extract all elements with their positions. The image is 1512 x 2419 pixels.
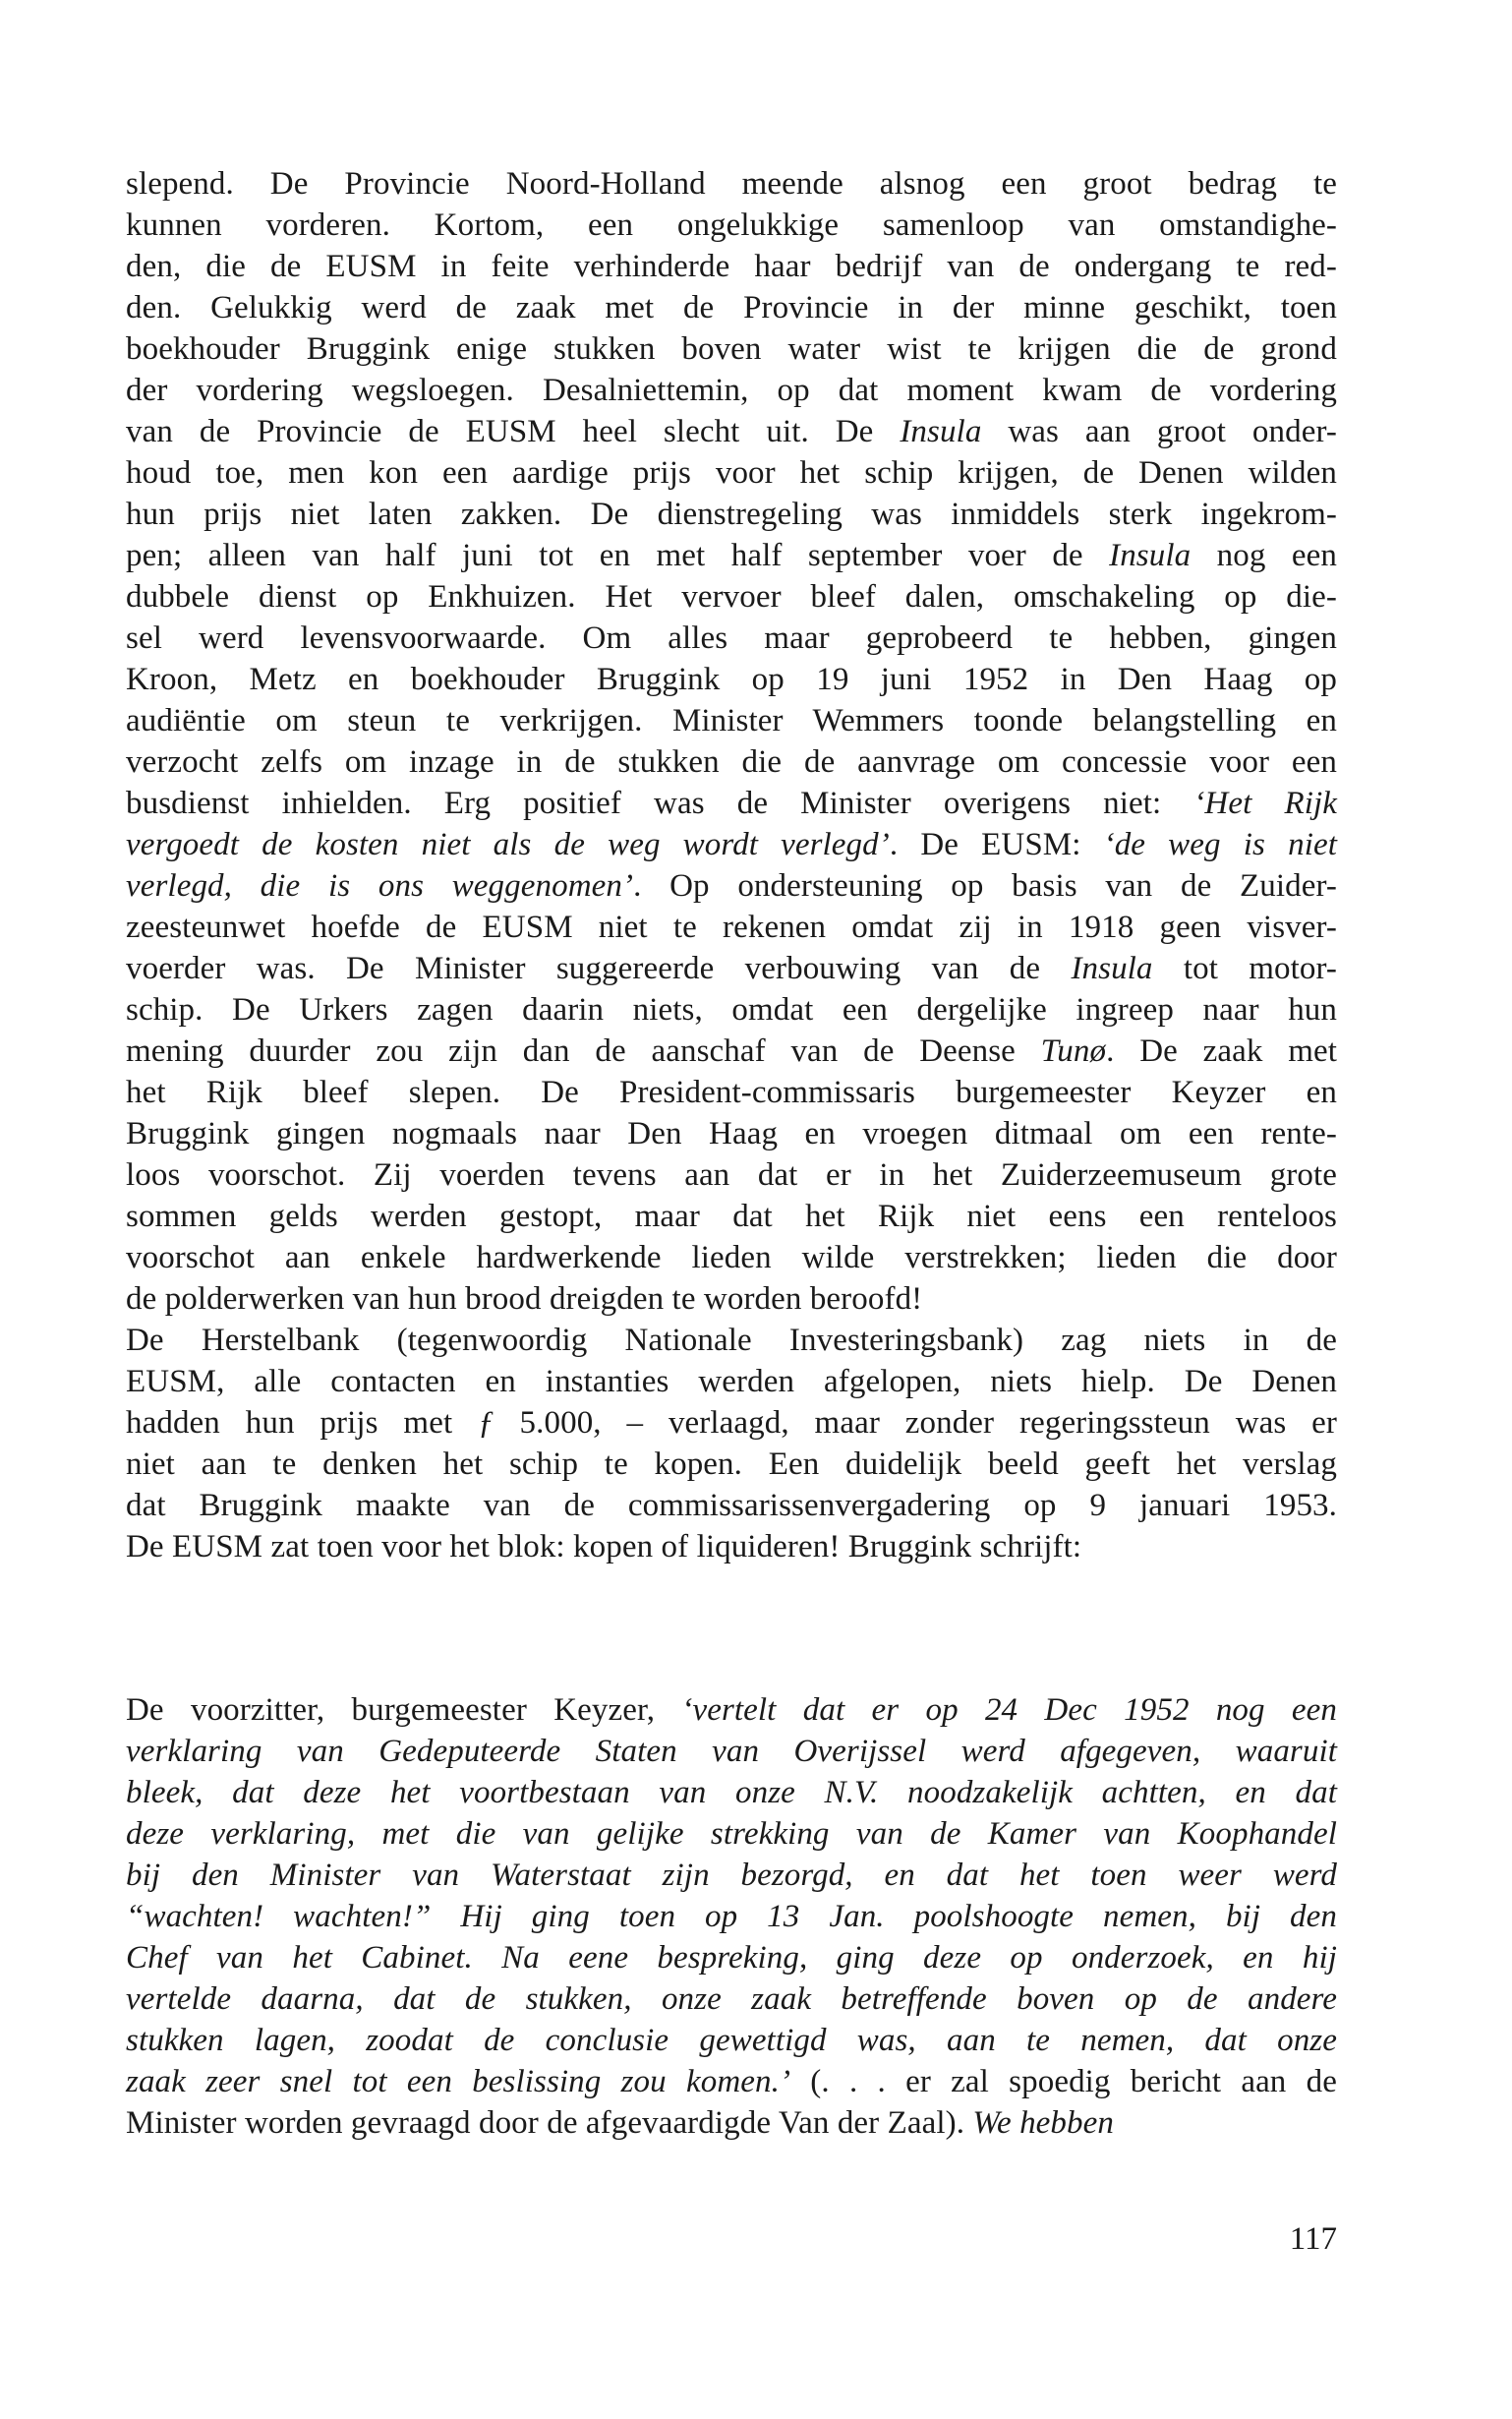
text-line [126,370,1337,411]
text-run: voerder was. De Minister suggereerde verbouwing van de [126,951,1072,986]
text-line [126,287,1337,328]
body-paragraph-main [126,163,1337,1567]
text-line [126,328,1337,370]
text-run: pen; alleen van half juni tot en met half september voer de [126,538,1110,573]
text-run: tot motor- [1152,951,1337,986]
text-line [126,1978,1337,2020]
italic-text: stukken lagen, zoodat de conclusie gewettigd was, aan te nemen, dat onze [126,2023,1337,2058]
text-run: . Op ondersteuning op basis van de Zuider- [633,868,1337,904]
text-line [126,1689,1337,1731]
text-line [126,1896,1337,1937]
italic-text: “wachten! wachten!” Hij ging toen op 13 Jan. poolshoogte nemen, bij den [126,1899,1337,1934]
text-run: . De zaak met [1106,1033,1337,1069]
text-line [126,1485,1337,1526]
text-line [126,783,1337,824]
text-line [126,1731,1337,1772]
italic-text: Tunø [1040,1033,1107,1069]
text-run: der vordering wegsloegen. Desalniettemin, op dat moment kwam de vordering [126,373,1337,408]
text-run: kunnen vorderen. Kortom, een ongelukkige samenloop van omstandighe- [126,207,1337,243]
italic-text: ‘de weg is niet [1103,827,1337,862]
text-run: (. . . er zal spoedig bericht aan de [790,2064,1337,2099]
text-run: hadden hun prijs met [126,1405,479,1441]
text-line [126,1196,1337,1237]
text-run: dubbele dienst op Enkhuizen. Het vervoer bleef dalen, omschakeling op die- [126,579,1337,615]
text-run: nog een [1191,538,1337,573]
text-line [126,948,1337,989]
text-line [126,576,1337,618]
text-line [126,411,1337,452]
text-run: . De EUSM: [889,827,1104,862]
text-run: het Rijk bleef slepen. De President-commissaris burgemeester Keyzer en [126,1075,1337,1110]
text-run: schip. De Urkers zagen daarin niets, omdat een dergelijke ingreep naar hun [126,992,1337,1028]
text-line [126,1113,1337,1154]
text-line [126,1031,1337,1072]
italic-text: bleek, dat deze het voortbestaan van onze N.V. noodzakelijk achtten, en dat [126,1775,1337,1810]
text-line [126,246,1337,287]
text-run: EUSM, alle contacten en instanties werden afgelopen, niets hielp. De Denen [126,1364,1337,1399]
italic-text: Chef van het Cabinet. Na eene bespreking, ging deze op onderzoek, en hij [126,1940,1337,1976]
italic-text: ƒ [478,1405,494,1441]
text-line [126,700,1337,741]
page-number: 117 [1289,2221,1337,2257]
text-line [126,907,1337,948]
text-run: De EUSM zat toen voor het blok: kopen of liquideren! Bruggink schrijft: [126,1529,1082,1564]
italic-text: vergoedt de kosten niet als de weg wordt verlegd’ [126,827,890,862]
text-run: voorschot aan enkele hardwerkende lieden wilde verstrekken; lieden die door [126,1240,1337,1275]
italic-text: zaak zeer snel tot een beslissing zou komen.’ [126,2064,791,2099]
text-line [126,2020,1337,2061]
text-line [126,1855,1337,1896]
body-paragraph-quotation [126,1689,1337,2144]
italic-text: deze verklaring, met die van gelijke strekking van de Kamer van Koophandel [126,1816,1337,1852]
text-run: den. Gelukkig werd de zaak met de Provincie in der minne geschikt, toen [126,290,1337,325]
text-run: de polderwerken van hun brood dreigden te worden beroofd! [126,1281,923,1317]
italic-text: Insula [1071,951,1153,986]
text-line [126,1237,1337,1278]
text-line [126,618,1337,659]
text-line [126,1320,1337,1361]
text-line [126,1402,1337,1444]
text-line [126,1154,1337,1196]
text-run: busdienst inhielden. Erg positief was de Minister overigens niet: [126,786,1194,821]
text-run: mening duurder zou zijn dan de aanschaf van de Deense [126,1033,1041,1069]
italic-text: Insula [900,414,982,449]
text-line [126,2061,1337,2102]
text-line [126,659,1337,700]
italic-text: verklaring van Gedeputeerde Staten van Overijssel werd afgegeven, waaruit [126,1734,1337,1769]
text-run: was aan groot onder- [981,414,1337,449]
text-run: dat Bruggink maakte van de commissarissenvergadering op 9 januari 1953. [126,1488,1337,1523]
italic-text: We hebben [972,2105,1114,2141]
text-line [126,989,1337,1031]
text-run: den, die de EUSM in feite verhinderde haar bedrijf van de ondergang te red- [126,249,1337,284]
italic-text: verlegd, die is ons weggenomen’ [126,868,634,904]
text-line [126,1937,1337,1978]
text-run: sel werd levensvoorwaarde. Om alles maar geprobeerd te hebben, gingen [126,620,1337,656]
text-run: Minister worden gevraagd door de afgevaardigde Van der Zaal). [126,2105,973,2141]
text-run: Kroon, Metz en boekhouder Bruggink op 19 juni 1952 in Den Haag op [126,662,1337,697]
italic-text: bij den Minister van Waterstaat zijn bezorgd, en dat het toen weer werd [126,1858,1337,1893]
text-line [126,1772,1337,1813]
text-line [126,205,1337,246]
text-line [126,865,1337,907]
text-line [126,741,1337,783]
text-run: houd toe, men kon een aardige prijs voor het schip krijgen, de Denen wilden [126,455,1337,491]
text-line [126,1072,1337,1113]
text-run: slepend. De Provincie Noord-Holland meende alsnog een groot bedrag te [126,166,1337,202]
text-line [126,824,1337,865]
text-run: zeesteunwet hoefde de EUSM niet te rekenen omdat zij in 1918 geen visver- [126,910,1337,945]
text-run: loos voorschot. Zij voerden tevens aan dat er in het Zuiderzeemuseum grote [126,1157,1337,1193]
italic-text: ‘vertelt dat er op 24 Dec 1952 nog een [681,1692,1338,1728]
text-run: De Herstelbank (tegenwoordig Nationale Investeringsbank) zag niets in de [126,1323,1337,1358]
italic-text: vertelde daarna, dat de stukken, onze zaak betreffende boven op de andere [126,1981,1337,2017]
text-line [126,1526,1337,1567]
text-line [126,1813,1337,1855]
text-line [126,1361,1337,1402]
text-run: van de Provincie de EUSM heel slecht uit. De [126,414,901,449]
text-line [126,1278,1337,1320]
text-line [126,452,1337,494]
text-run: verzocht zelfs om inzage in de stukken die de aanvrage om concessie voor een [126,744,1337,780]
text-run: niet aan te denken het schip te kopen. Een duidelijk beeld geeft het verslag [126,1446,1337,1482]
text-run: sommen gelds werden gestopt, maar dat het Rijk niet eens een renteloos [126,1199,1337,1234]
text-line [126,163,1337,205]
text-run: audiëntie om steun te verkrijgen. Minister Wemmers toonde belangstelling en [126,703,1337,738]
text-run: boekhouder Bruggink enige stukken boven water wist te krijgen die de grond [126,331,1337,367]
text-run: Bruggink gingen nogmaals naar Den Haag en vroegen ditmaal om een rente- [126,1116,1337,1151]
italic-text: ‘Het Rijk [1193,786,1337,821]
text-run: 5.000, – verlaagd, maar zonder regeringssteun was er [494,1405,1338,1441]
text-line [126,535,1337,576]
text-line [126,1444,1337,1485]
text-line [126,2102,1337,2144]
text-run: hun prijs niet laten zakken. De dienstregeling was inmiddels sterk ingekrom- [126,497,1337,532]
text-line [126,494,1337,535]
text-run: De voorzitter, burgemeester Keyzer, [126,1692,682,1728]
italic-text: Insula [1109,538,1192,573]
